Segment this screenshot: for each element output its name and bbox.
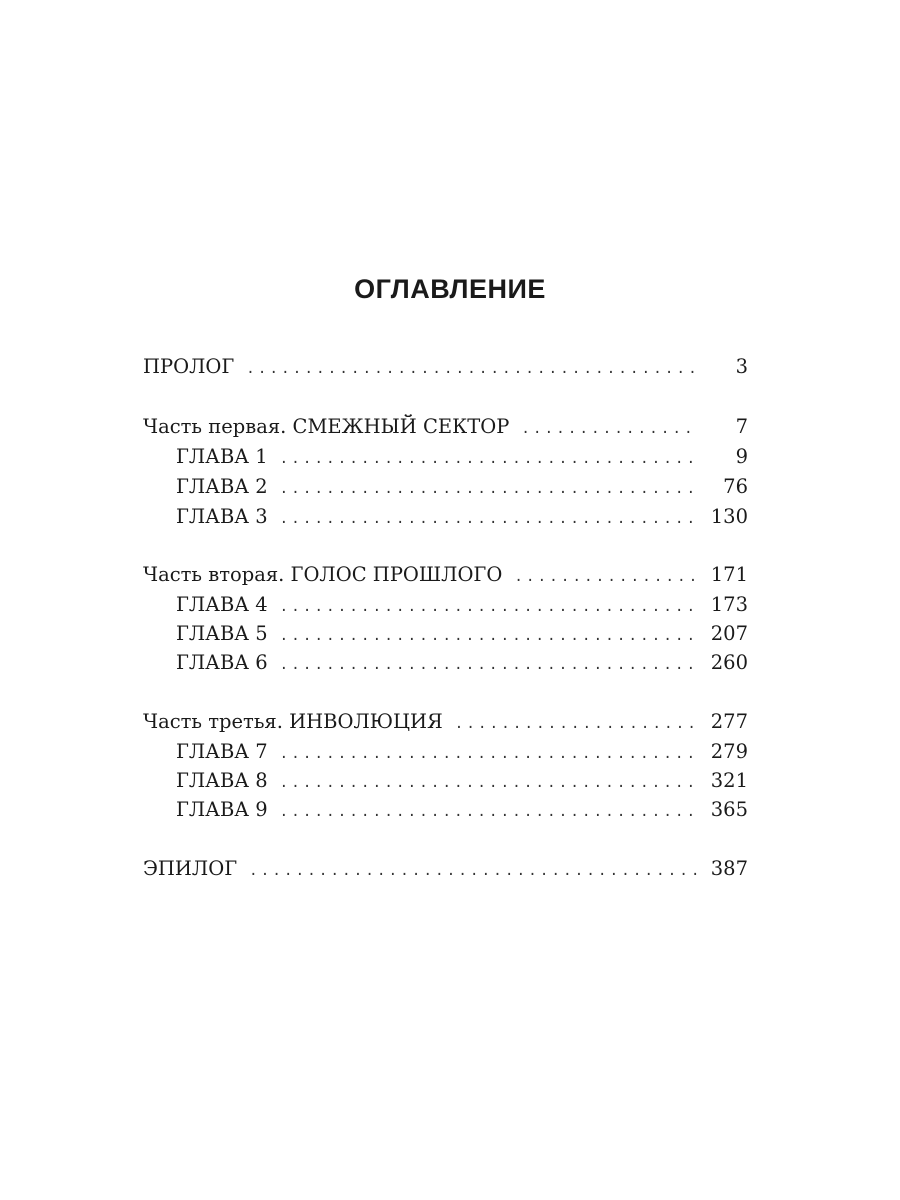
toc-page-number: 76: [723, 475, 748, 498]
toc-entry-label: Часть вторая. ГОЛОС ПРОШЛОГО: [143, 563, 503, 586]
toc-entry-label: ЭПИЛОГ: [143, 857, 238, 880]
toc-entry-label: ГЛАВА 9: [176, 798, 268, 821]
toc-page-number: 321: [710, 769, 748, 792]
toc-entry-label: Часть третья. ИНВОЛЮЦИЯ: [143, 710, 443, 733]
toc-entry-chapter-5[interactable]: [176, 622, 748, 652]
toc-entry-chapter-1[interactable]: [176, 445, 748, 475]
toc-page-number: 207: [710, 622, 748, 645]
toc-entry-chapter-6[interactable]: [176, 651, 748, 681]
toc-entry-epilogue[interactable]: [143, 857, 748, 887]
toc-leader-dots: [521, 421, 698, 437]
toc-page-number: 171: [710, 563, 748, 586]
toc-page-number: 9: [735, 445, 748, 468]
toc-page-number: 365: [710, 798, 748, 821]
toc-entry-label: ГЛАВА 3: [176, 505, 268, 528]
toc-entry-chapter-3[interactable]: [176, 505, 748, 535]
toc-entry-prologue[interactable]: [143, 355, 748, 385]
toc-entry-label: ГЛАВА 7: [176, 740, 268, 763]
toc-entry-label: ПРОЛОГ: [143, 355, 235, 378]
toc-leader-dots: [280, 481, 698, 497]
toc-leader-dots: [280, 657, 698, 673]
toc-page-number: 279: [710, 740, 748, 763]
toc-entry-label: Часть первая. СМЕЖНЫЙ СЕКТОР: [143, 415, 510, 438]
toc-entry-chapter-8[interactable]: [176, 769, 748, 799]
toc-entry-label: ГЛАВА 5: [176, 622, 268, 645]
toc-entry-label: ГЛАВА 6: [176, 651, 268, 674]
toc-entry-label: ГЛАВА 4: [176, 593, 268, 616]
toc-leader-dots: [280, 775, 698, 791]
toc-leader-dots: [280, 628, 698, 644]
toc-page-number: 7: [735, 415, 748, 438]
toc-page-number: 173: [710, 593, 748, 616]
toc-leader-dots: [280, 746, 698, 762]
toc-entry-label: ГЛАВА 2: [176, 475, 268, 498]
toc-leader-dots: [280, 511, 698, 527]
toc-entry-chapter-7[interactable]: [176, 740, 748, 770]
toc-leader-dots: [280, 599, 698, 615]
toc-entry-chapter-4[interactable]: [176, 593, 748, 623]
toc-entry-part-3[interactable]: [143, 710, 748, 740]
toc-leader-dots: [280, 804, 698, 820]
toc-entry-chapter-2[interactable]: [176, 475, 748, 505]
toc-entry-label: ГЛАВА 8: [176, 769, 268, 792]
toc-entry-part-1[interactable]: [143, 415, 748, 445]
toc-entry-label: ГЛАВА 1: [176, 445, 268, 468]
toc-leader-dots: [246, 361, 698, 377]
toc-leader-dots: [514, 569, 698, 585]
toc-entry-part-2[interactable]: [143, 563, 748, 593]
toc-leader-dots: [249, 863, 698, 879]
toc-page-number: 3: [735, 355, 748, 378]
toc-page-number: 277: [710, 710, 748, 733]
toc-entry-chapter-9[interactable]: [176, 798, 748, 828]
toc-leader-dots: [280, 451, 698, 467]
toc-page-number: 130: [710, 505, 748, 528]
toc-leader-dots: [455, 716, 698, 732]
toc-page-number: 260: [710, 651, 748, 674]
toc-page-number: 387: [710, 857, 748, 880]
toc-title: ОГЛАВЛЕНИЕ: [354, 274, 546, 304]
